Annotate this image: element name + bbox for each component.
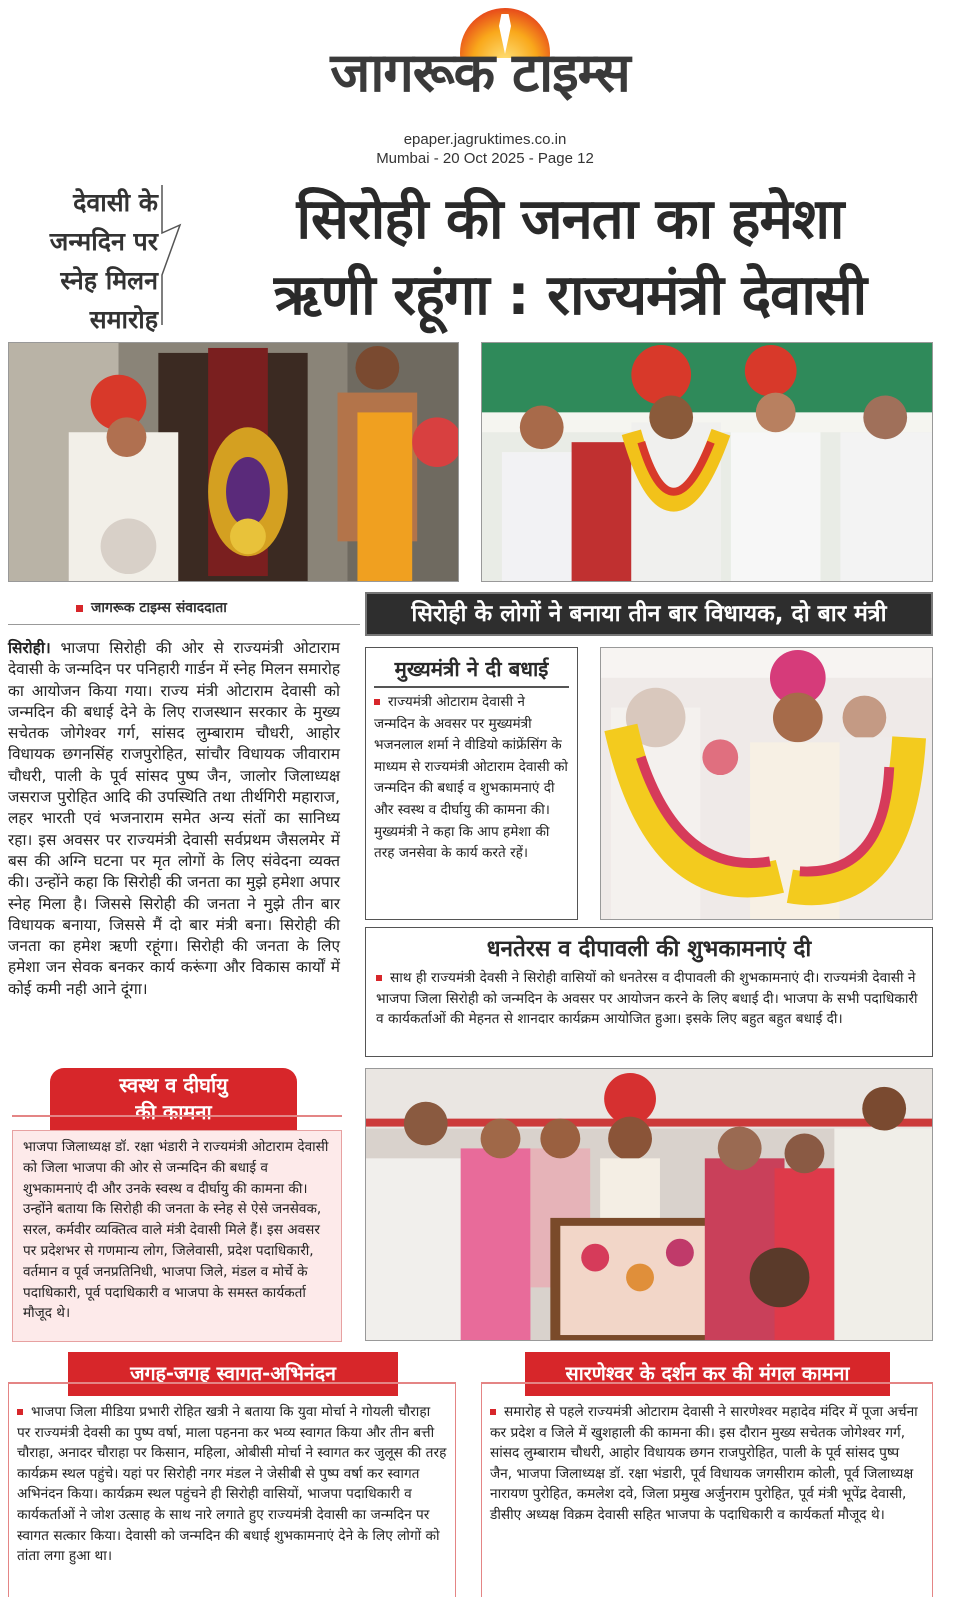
health-heading-line-1: स्वस्थ व दीर्घायु bbox=[119, 1073, 228, 1097]
cm-box-title: मुख्यमंत्री ने दी बधाई bbox=[374, 652, 569, 688]
kicker bbox=[8, 183, 158, 339]
welcome-box-body bbox=[17, 1402, 447, 1567]
health-heading-line-2: की कामना bbox=[135, 1100, 212, 1124]
headline-line-2: ऋणी रहूंगा : राज्यमंत्री देवासी bbox=[273, 263, 867, 328]
newspaper-logo: जागरूक टाइम्स bbox=[330, 41, 630, 104]
garland-welcome-photo bbox=[481, 342, 933, 582]
health-wishes-box bbox=[12, 1130, 342, 1342]
kicker-line-2: जन्मदिन पर bbox=[49, 227, 158, 256]
byline-text: जागरूक टाइम्स संवाददाता bbox=[91, 600, 227, 616]
masthead bbox=[0, 0, 959, 120]
dateline: सिरोही। bbox=[8, 639, 51, 657]
health-wishes-heading bbox=[50, 1068, 297, 1130]
temple-visit-heading: सारणेश्वर के दर्शन कर की मंगल कामना bbox=[525, 1352, 890, 1396]
welcome-box bbox=[8, 1382, 456, 1597]
epaper-url[interactable]: epaper.jagruktimes.co.in bbox=[403, 131, 567, 148]
kicker-line-3: स्नेह मिलन bbox=[60, 266, 158, 295]
health-box-text: भाजपा जिलाध्यक्ष डॉ. रक्षा भंडारी ने राज्यमंत्री ओटाराम देवासी को जिला भाजपा की ओर से जन्मदिन की बधाई व शुभकामनाएं दी और उनके स्वस्थ व दीर्घायु की कामना की। उन्होंने बताया कि सिरोही की जनता के स्नेह से ऐसे जनसेवक, सरल, कर्मवीर व्यक्तित्व वाले मंत्री देवासी मिले हैं। इस अवसर पर प्रदेशभर से गणमान्य लोग, जिलेवासी, प्रदेश पदाधिकारी, वर्तमान व पूर्व जनप्रतिनिधी, भाजपा जिले, मंडल व मोर्चे के पदाधिकारी, पूर्व पदाधिकारी व भाजपा के समस्त कार्यकर्ता मौजूद थे। bbox=[23, 1139, 329, 1322]
welcome-heading: जगह-जगह स्वागत-अभिनंदन bbox=[68, 1352, 398, 1396]
red-square-icon bbox=[374, 699, 380, 705]
temple-visit-box bbox=[481, 1382, 933, 1597]
red-square-icon bbox=[490, 1409, 496, 1415]
diwali-box-text: साथ ही राज्यमंत्री देवसी ने सिरोही वासियों को धनतेरस व दीपावली की शुभकामनाएं दी। राज्यमंत्री देवासी ने भाजपा जिला सिरोही को जन्मदिन के अवसर पर आयोजन करने के लिए बधाई दी। भाजपा के सभी पदाधिकारी व कार्यकर्ताओं की मेहनत से शानदार कार्यक्रम आयोजित हुआ। इसके लिए बहुत बहुत बधाई दी। bbox=[376, 970, 918, 1027]
red-square-icon bbox=[76, 605, 83, 612]
main-story-text: भाजपा सिरोही की ओर से राज्यमंत्री ओटाराम देवासी के जन्मदिन पर पनिहारी गार्डन में स्नेह मिलन समारोह का आयोजन किया गया। राज्य मंत्री ओटाराम देवासी को जन्मदिन की बधाई देने के लिए राजस्थान सरकार के मुख्य सचेतक जोगेश्वर गर्ग, सांसद लुम्बाराम चौधरी, आहोर विधायक छगनसिंह राजपुरोहित, सांचौर विधायक जीवाराम चौधरी, पाली के पूर्व सांसद पुष्प जैन, जालोर जिलाध्यक्ष जसराज पुरोहित आदि की उपस्थिति तथा तीर्थगिरी महाराज, लहर भारती एवं भजनाराम समेत अन्य संतों का सानिध्य रहा। इस अवसर पर राज्यमंत्री देवासी सर्वप्रथम जैसलमेर में बस की अग्नि घटना पर मृत लोगों के लिए संवेदना व्यक्त की। उन्होंने कहा कि सिरोही की जनता का मुझे हमेशा अपार स्नेह मिला है। जिससे सिरोही की जनता ने मुझे तीन बार विधायक बनाया, जिससे मैं दो बार मंत्री बना। सिरोही की जनता का हमेश ऋणी रहूंगा। सिरोही की जनता के लिए हमेशा जन सेवक बनकर कार्य करूंगा और विकास कार्यों में कोई कमी नही आने दूंगा। bbox=[8, 639, 340, 998]
edition-info bbox=[320, 130, 650, 168]
kicker-line-4: समारोह bbox=[89, 305, 158, 334]
edition-date: Mumbai - 20 Oct 2025 - Page 12 bbox=[376, 150, 594, 167]
cm-congrats-box bbox=[365, 647, 578, 920]
diwali-greetings-box bbox=[365, 927, 933, 1057]
temple-box-text: समारोह से पहले राज्यमंत्री ओटाराम देवासी ने सारणेश्वर महादेव मंदिर में पूजा अर्चना कर प्रदेश व जिले में खुशहाली की कामना की। इस दौरान मुख्य सचेतक जोगेश्वर गर्ग, सांसद लुम्बाराम चौधरी, आहोर विधायक छगन राजपुरोहित, पाली के पूर्व सांसद पुष्प जैन, भाजपा जिलाध्यक्ष डॉ. रक्षा भंडारी, पूर्व विधायक जगसीराम कोली, पूर्व जिलाध्यक्ष नारायण पुरोहित, कमलेश दवे, जिला प्रमुख अर्जुनराम पुरोहित, पूर्व मंत्री भूपेंद्र देवासी, डीसीए अध्यक्ष विक्रम देवासी सहित भाजपा के पदाधिकारी व कार्यकर्ता मौजूद थे। bbox=[490, 1404, 918, 1523]
red-square-icon bbox=[376, 975, 382, 981]
kicker-line-1: देवासी के bbox=[73, 188, 158, 217]
red-square-icon bbox=[17, 1409, 23, 1415]
temple-puja-photo bbox=[8, 342, 459, 582]
photo-frame-gift-photo bbox=[365, 1068, 933, 1341]
welcome-box-text: भाजपा जिला मीडिया प्रभारी रोहित खत्री ने बताया कि युवा मोर्चा ने गोयली चौराहा पर राज्यमंत्री देवसी का पुष्प वर्षा, माला पहनना कर भव्य स्वागत किया और तीन बत्ती चौराहा, अनादर चौराहा पर किसान, महिला, ओबीसी मोर्चा ने स्वागत कर जुलूस की तरह कार्यक्रम स्थल पहुंचे। यहां पर सिरोही नगर मंडल ने जेसीबी से पुष्प वर्षा कर स्वागत अभिनंदन किया। कार्यक्रम स्थल पहुंचने ही सिरोही वासियों, भाजपा पदाधिकारी व कार्यकर्ताओं ने जोश उत्साह के साथ नारे लगाते हुए राज्यमंत्री देवासी का जन्मदिन पर स्वागत सत्कार किया। देवासी को जन्मदिन की बधाई शुभकामनाएं देने के लिए लोगों को तांता लगा हुआ था। bbox=[17, 1404, 447, 1565]
flower-garland-photo bbox=[600, 647, 933, 920]
kicker-divider bbox=[160, 185, 182, 325]
main-headline bbox=[195, 182, 945, 334]
headline-line-1: सिरोही की जनता का हमेशा bbox=[296, 187, 844, 252]
byline bbox=[76, 598, 227, 617]
cm-box-text: राज्यमंत्री ओटाराम देवासी ने जन्मदिन के अवसर पर मुख्यमंत्री भजनलाल शर्मा ने वीडियो कांफ्रेंसिंग के माध्यम से राज्यमंत्री ओटाराम देवासी को जन्मदिन की बधाई व शुभकामनाएं दी और स्वस्थ व दीर्घायु की कामना की। मुख्यमंत्री ने कहा कि आप हमेशा की तरह जनसेवा के कार्य करते रहें। bbox=[374, 694, 568, 862]
main-story bbox=[8, 638, 340, 1000]
health-box-rule bbox=[12, 1115, 342, 1117]
cm-box-body bbox=[374, 692, 569, 865]
byline-rule bbox=[8, 624, 360, 625]
diwali-box-title: धनतेरस व दीपावली की शुभकामनाएं दी bbox=[486, 936, 812, 962]
diwali-box-body bbox=[376, 968, 922, 1030]
temple-box-body bbox=[490, 1402, 924, 1526]
subheadline-bar: सिरोही के लोगों ने बनाया तीन बार विधायक, दो बार मंत्री bbox=[365, 592, 933, 636]
